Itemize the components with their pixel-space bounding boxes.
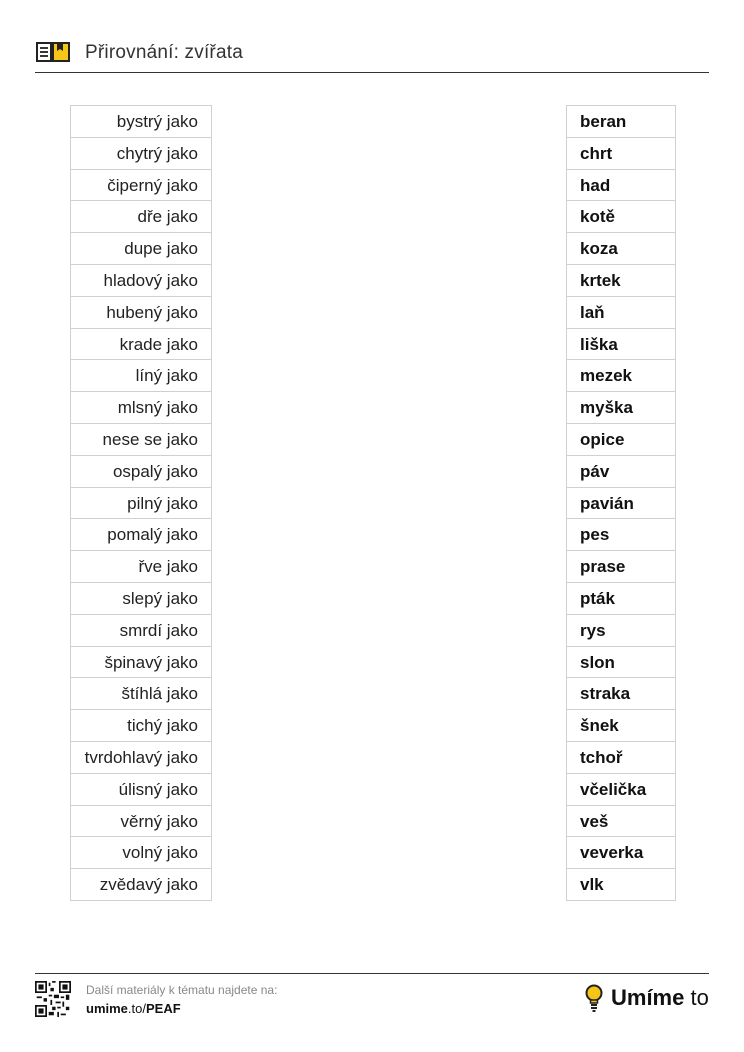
right-item: vlk (567, 869, 675, 901)
left-item: špinavý jako (71, 647, 211, 679)
footer-divider (35, 973, 709, 974)
left-item: zvědavý jako (71, 869, 211, 901)
left-item: úlisný jako (71, 774, 211, 806)
right-item: laň (567, 297, 675, 329)
right-item: pták (567, 583, 675, 615)
page-title: Přirovnání: zvířata (85, 42, 243, 63)
right-item: had (567, 170, 675, 202)
left-item: tichý jako (71, 710, 211, 742)
left-item: mlsný jako (71, 392, 211, 424)
right-item: beran (567, 106, 675, 138)
footer-link-tld: .to/ (127, 1001, 146, 1016)
left-item: věrný jako (71, 806, 211, 838)
left-item: nese se jako (71, 424, 211, 456)
right-item: páv (567, 456, 675, 488)
left-item: tvrdohlavý jako (71, 742, 211, 774)
left-item: ospalý jako (71, 456, 211, 488)
right-item: pavián (567, 488, 675, 520)
left-item: řve jako (71, 551, 211, 583)
right-item: liška (567, 329, 675, 361)
book-icon (35, 40, 71, 64)
left-item: dře jako (71, 201, 211, 233)
left-item: hubený jako (71, 297, 211, 329)
left-column (70, 105, 212, 901)
footer-link-code: PEAF (145, 1001, 181, 1016)
right-item: myška (567, 392, 675, 424)
left-item: čiperný jako (71, 170, 211, 202)
brand-word-1: Umíme (611, 985, 685, 1010)
right-item: veverka (567, 837, 675, 869)
left-item: slepý jako (71, 583, 211, 615)
qr-code-icon (35, 981, 71, 1017)
brand-word-2: to (684, 985, 709, 1010)
right-column (566, 105, 676, 901)
right-item: rys (567, 615, 675, 647)
left-item: štíhlá jako (71, 678, 211, 710)
right-item: tchoř (567, 742, 675, 774)
right-item: straka (567, 678, 675, 710)
left-item: líný jako (71, 360, 211, 392)
right-item: mezek (567, 360, 675, 392)
left-item: bystrý jako (71, 106, 211, 138)
left-item: smrdí jako (71, 615, 211, 647)
left-item: chytrý jako (71, 138, 211, 170)
brand-text (611, 985, 709, 1011)
page-header (35, 38, 709, 73)
left-item: dupe jako (71, 233, 211, 265)
right-item: veš (567, 806, 675, 838)
left-item: pomalý jako (71, 519, 211, 551)
right-item: chrt (567, 138, 675, 170)
right-item: koza (567, 233, 675, 265)
left-item: volný jako (71, 837, 211, 869)
left-item: pilný jako (71, 488, 211, 520)
left-item: hladový jako (71, 265, 211, 297)
right-item: prase (567, 551, 675, 583)
right-item: včelička (567, 774, 675, 806)
footer-note: Další materiály k tématu najdete na: (86, 983, 278, 997)
right-item: slon (567, 647, 675, 679)
footer-link-domain: umime (86, 1001, 128, 1016)
right-item: šnek (567, 710, 675, 742)
left-item: krade jako (71, 329, 211, 361)
footer-link[interactable] (86, 1001, 181, 1016)
right-item: krtek (567, 265, 675, 297)
right-item: pes (567, 519, 675, 551)
right-item: opice (567, 424, 675, 456)
right-item: kotě (567, 201, 675, 233)
lightbulb-icon (584, 984, 604, 1014)
